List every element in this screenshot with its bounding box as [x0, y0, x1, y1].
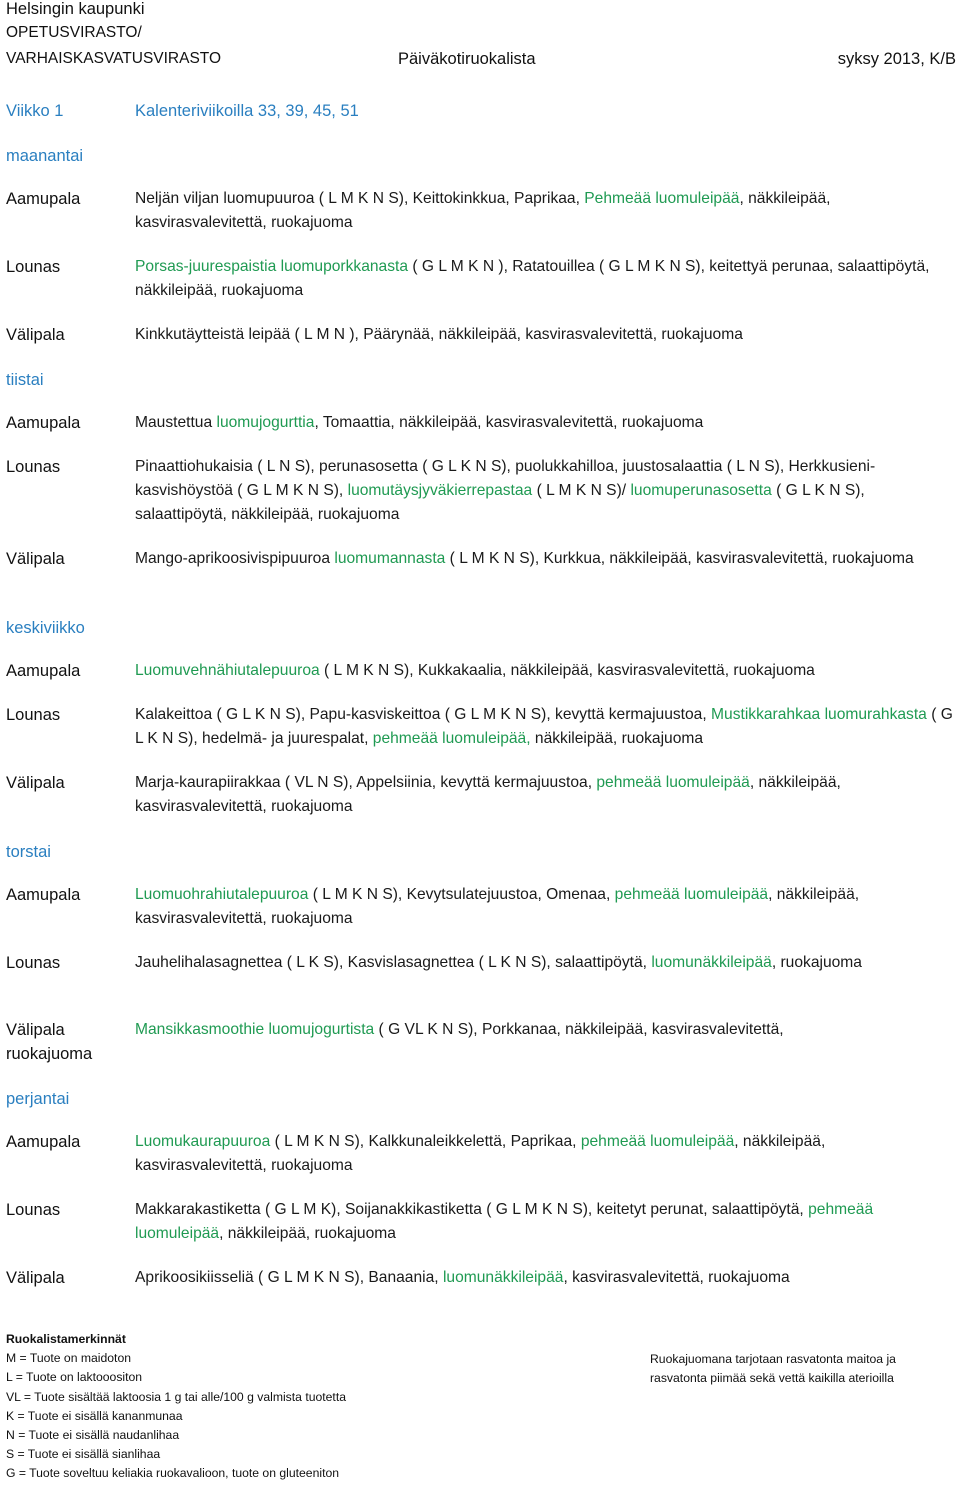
day-heading-tiistai: tiistai: [6, 371, 44, 389]
meal-description: [135, 659, 957, 683]
menu-text: , näkkileipää, kasvirasvalevitettä, ruokajuoma: [135, 774, 841, 815]
organic-item: Mustikkarahkaa luomurahkasta: [711, 706, 927, 723]
organic-item: Mansikkasmoothie luomujogurtista: [135, 1021, 375, 1038]
meal-description: [135, 187, 957, 235]
menu-text: ( G L K N S), salaattipöytä, näkkileipää, ruokajuoma: [135, 482, 865, 523]
organic-item: pehmeää luomuleipää: [614, 886, 769, 903]
menu-text: Pinaattiohukaisia ( L N S), perunasosetta ( G L K N S), puolukkahilloa, juustosalaattia ( L N S), Herkkusieni-kasvishöystöä ( G L M K N S),: [135, 458, 876, 499]
menu-text: ( L M K N S), Kukkakaalia, näkkileipää, kasvirasvalevitettä, ruokajuoma: [319, 662, 815, 679]
organic-item: pehmeää luomuleipää: [580, 1133, 735, 1150]
meal-description: [135, 411, 957, 435]
organic-item: Luomukaurapuuroa: [135, 1133, 271, 1150]
menu-text: , ruokajuoma: [771, 954, 862, 971]
meal-description: [135, 703, 957, 751]
meal-description: [135, 1266, 957, 1290]
meal-label: Aamupala: [6, 662, 81, 680]
day-heading-maanantai: maanantai: [6, 147, 84, 165]
meal-label: Lounas: [6, 258, 61, 276]
menu-text: ( L M K N S), Kalkkunaleikkelettä, Paprikaa,: [270, 1133, 581, 1150]
meal-label: Lounas: [6, 706, 61, 724]
menu-text: , näkkileipää, ruokajuoma: [219, 1225, 396, 1242]
meal-description: [135, 323, 957, 347]
menu-text: ( G VL K N S), Porkkanaa, näkkileipää, kasvirasvalevitettä,: [374, 1021, 784, 1038]
organic-item: pehmeää luomuleipää: [596, 774, 750, 791]
menu-text: ( L M K N S), Kurkkua, näkkileipää, kasvirasvalevitettä, ruokajuoma: [445, 550, 914, 567]
menu-text: Mango-aprikoosivispipuuroa: [135, 550, 335, 567]
menu-text: ( G L K N S), hedelmä- ja juurespalat,: [135, 706, 953, 747]
menu-text: Maustettua: [135, 414, 217, 431]
office-line-2: VARHAISKASVATUSVIRASTO: [6, 50, 222, 67]
menu-text: , näkkileipää, kasvirasvalevitettä, ruokajuoma: [135, 190, 831, 231]
legend: [6, 1330, 346, 1484]
menu-text: ( G L M K N ), Ratatouillea ( G L M K N S), keitettyä perunaa, salaattipöytä, näkkileipää, ruokajuoma: [135, 258, 930, 299]
menu-text: Kinkkutäytteistä leipää ( L M N ), Päärynää, näkkileipää, kasvirasvalevitettä, ruokajuoma: [135, 326, 743, 343]
menu-text: , Tomaattia, näkkileipää, kasvirasvalevitettä, ruokajuoma: [314, 414, 704, 431]
meal-description: [135, 1018, 957, 1042]
meal-label: Aamupala: [6, 190, 81, 208]
menu-text: Marja-kaurapiirakkaa ( VL N S), Appelsiinia, kevyttä kermajuustoa,: [135, 774, 597, 791]
meal-description: [135, 771, 957, 819]
organic-item: luomujogurttia: [216, 414, 315, 431]
meal-description: [135, 1130, 957, 1178]
organic-item: luomuperunasosetta: [630, 482, 772, 499]
menu-text: Aprikoosikiisseliä ( G L M K N S), Banaania,: [135, 1269, 443, 1286]
meal-description: [135, 1198, 957, 1246]
menu-text: Makkarakastiketta ( G L M K), Soijanakkikastiketta ( G L M K N S), keitetyt perunat, salaattipöytä,: [135, 1201, 809, 1218]
meal-label: Lounas: [6, 1201, 61, 1219]
day-heading-perjantai: perjantai: [6, 1090, 70, 1108]
day-heading-keskiviikko: keskiviikko: [6, 619, 85, 637]
meal-description: [135, 255, 957, 303]
legend-item: VL = Tuote sisältää laktoosia 1 g tai alle/100 g valmista tuotetta: [6, 1389, 346, 1404]
menu-text: Jauhelihalasagnettea ( L K S), Kasvislasagnettea ( L K N S), salaattipöytä,: [135, 954, 652, 971]
menu-text: Kalakeittoa ( G L K N S), Papu-kasviskeittoa ( G L M K N S), kevyttä kermajuustoa,: [135, 706, 712, 723]
organic-item: luomutäysjyväkierrepastaa: [347, 482, 533, 499]
meal-label: Aamupala: [6, 1133, 81, 1151]
organic-item: Porsas-juurespaistia luomuporkkanasta: [135, 258, 409, 275]
organic-item: Luomuvehnähiutalepuuroa: [135, 662, 320, 679]
organic-item: luomunäkkileipää: [442, 1269, 564, 1286]
meal-description: [135, 883, 957, 931]
menu-text: näkkileipää, ruokajuoma: [530, 730, 704, 747]
organic-item: pehmeää luomuleipää,: [372, 730, 531, 747]
meal-label: Lounas: [6, 458, 61, 476]
meal-label: Välipala: [6, 326, 65, 344]
week-label: Viikko 1: [6, 102, 64, 120]
menu-text: , kasvirasvalevitettä, ruokajuoma: [563, 1269, 790, 1286]
meal-label: Aamupala: [6, 886, 81, 904]
legend-item: N = Tuote ei sisällä naudanlihaa: [6, 1428, 180, 1443]
meal-description: [135, 455, 957, 527]
meal-label: Välipala: [6, 550, 65, 568]
menu-text: , näkkileipää, kasvirasvalevitettä, ruokajuoma: [135, 1133, 826, 1174]
meal-label: Aamupala: [6, 414, 81, 432]
beverage-note: Ruokajuomana tarjotaan rasvatonta maitoa ja rasvatonta piimää sekä vettä kaikilla aterioilla: [650, 1352, 896, 1386]
city-name: Helsingin kaupunki: [6, 0, 145, 18]
menu-text: ( L M K N S)/: [532, 482, 631, 499]
organic-item: Pehmeää luomuleipää: [584, 190, 740, 207]
document-title: Päiväkotiruokalista: [398, 50, 536, 68]
office-line-1: OPETUSVIRASTO/: [6, 24, 142, 41]
day-heading-torstai: torstai: [6, 843, 51, 861]
legend-item: L = Tuote on laktooositon: [6, 1370, 143, 1385]
legend-item: G = Tuote soveltuu keliakia ruokavalioon, tuote on gluteeniton: [6, 1466, 340, 1481]
menu-text: Neljän viljan luomupuuroa ( L M K N S), Keittokinkkua, Paprikaa,: [135, 190, 585, 207]
meal-description: [135, 547, 957, 571]
organic-item: luomumannasta: [334, 550, 446, 567]
organic-item: luomunäkkileipää: [651, 954, 772, 971]
meal-description: [135, 951, 957, 975]
menu-text: ( L M K N S), Kevytsulatejuustoa, Omenaa,: [308, 886, 615, 903]
meal-label: Lounas: [6, 954, 61, 972]
meal-label: Välipala ruokajuoma: [6, 1021, 93, 1063]
organic-item: pehmeää luomuleipää: [135, 1201, 874, 1242]
organic-item: Luomuohrahiutalepuuroa: [135, 886, 309, 903]
legend-item: S = Tuote ei sisällä sianlihaa: [6, 1447, 161, 1462]
season-label: syksy 2013, K/B: [837, 50, 956, 68]
legend-title: Ruokalistamerkinnät: [6, 1332, 126, 1346]
legend-item: M = Tuote on maidoton: [6, 1351, 131, 1366]
meal-label: Välipala: [6, 774, 65, 792]
meal-label: Välipala: [6, 1269, 65, 1287]
legend-item: K = Tuote ei sisällä kananmunaa: [6, 1408, 183, 1423]
menu-text: , näkkileipää, kasvirasvalevitettä, ruokajuoma: [135, 886, 860, 927]
calendar-weeks: Kalenteriviikoilla 33, 39, 45, 51: [135, 102, 359, 120]
